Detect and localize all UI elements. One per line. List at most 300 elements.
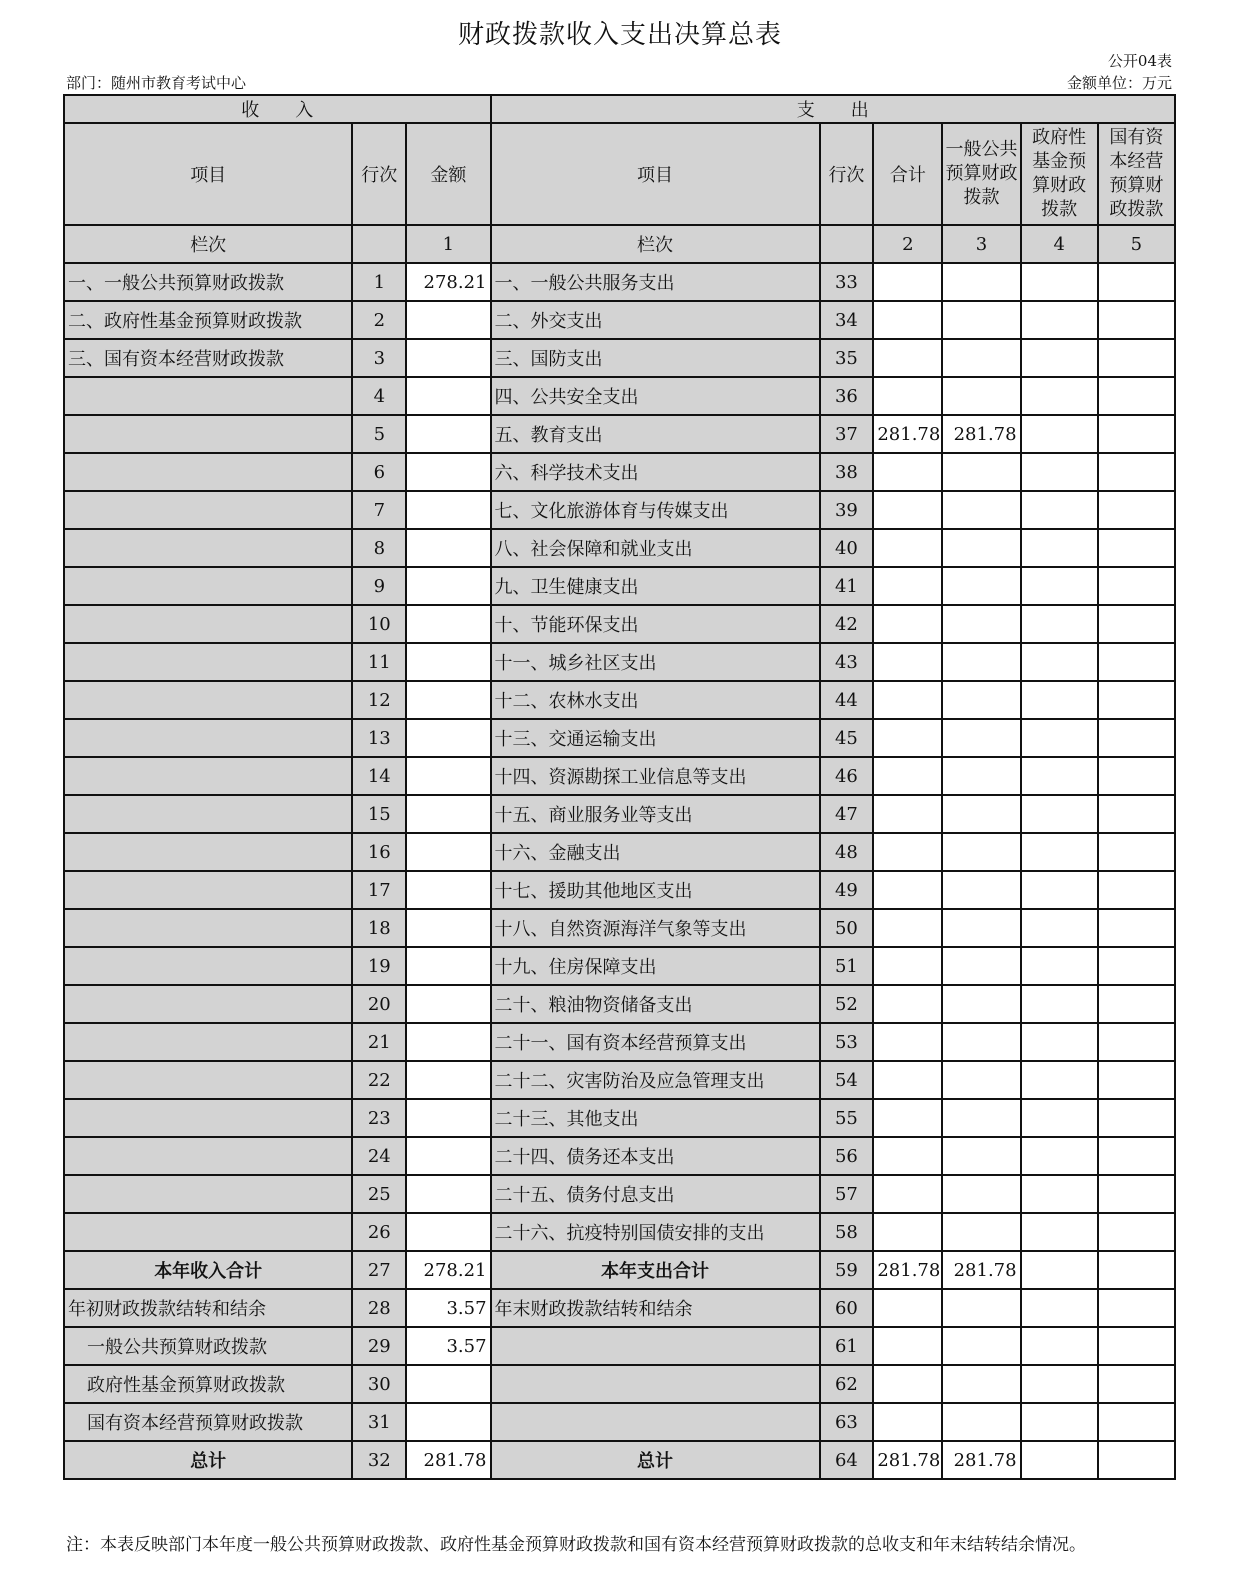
expense-total (873, 301, 942, 339)
soe-capital-amount (1098, 909, 1175, 947)
general-budget-amount (942, 719, 1020, 757)
income-row-no: 23 (352, 1099, 406, 1137)
expense-item: 年末财政拨款结转和结余 (491, 1289, 820, 1327)
expense-total (873, 1365, 942, 1403)
table-row (64, 377, 1175, 415)
gov-fund-amount (1021, 757, 1098, 795)
income-row-no: 2 (352, 301, 406, 339)
gov-fund-header: 政府性基金预算财政拨款 (1021, 123, 1098, 225)
appropriation-table (63, 94, 1176, 1480)
income-amount (406, 1061, 490, 1099)
income-row-no: 8 (352, 529, 406, 567)
income-item: 三、国有资本经营财政拨款 (64, 339, 352, 377)
soe-capital-amount (1098, 1327, 1175, 1365)
expense-total (873, 1403, 942, 1441)
income-row-no: 24 (352, 1137, 406, 1175)
income-row-no: 26 (352, 1213, 406, 1251)
expense-item: 二十、粮油物资储备支出 (491, 985, 820, 1023)
expense-row-no: 42 (820, 605, 874, 643)
gov-fund-amount (1021, 1023, 1098, 1061)
income-item (64, 415, 352, 453)
gov-fund-amount (1021, 1251, 1098, 1289)
income-amount (406, 1175, 490, 1213)
expense-total (873, 1289, 942, 1327)
income-row-no: 1 (352, 263, 406, 301)
income-item (64, 833, 352, 871)
gov-fund-amount (1021, 453, 1098, 491)
table-row (64, 301, 1175, 339)
grand-total-row (64, 1441, 1175, 1479)
expense-item (491, 1365, 820, 1403)
income-item: 国有资本经营预算财政拨款 (64, 1403, 352, 1441)
general-budget-amount (942, 605, 1020, 643)
income-item: 总计 (64, 1441, 352, 1479)
income-row-no: 10 (352, 605, 406, 643)
income-item (64, 757, 352, 795)
general-budget-amount (942, 1365, 1020, 1403)
gov-fund-amount (1021, 795, 1098, 833)
expense-total: 281.78 (873, 1441, 942, 1479)
gov-fund-amount (1021, 1137, 1098, 1175)
general-budget-amount (942, 643, 1020, 681)
lanci-label-right: 栏次 (491, 225, 820, 263)
table-row (64, 263, 1175, 301)
income-item (64, 909, 352, 947)
income-item (64, 795, 352, 833)
table-row (64, 491, 1175, 529)
expense-total (873, 947, 942, 985)
expense-item: 二十二、灾害防治及应急管理支出 (491, 1061, 820, 1099)
soe-capital-amount (1098, 1061, 1175, 1099)
gov-fund-amount (1021, 263, 1098, 301)
income-amount (406, 567, 490, 605)
expense-item: 总计 (491, 1441, 820, 1479)
expense-row-no: 63 (820, 1403, 874, 1441)
general-budget-amount (942, 453, 1020, 491)
gov-fund-amount (1021, 339, 1098, 377)
income-row-no: 13 (352, 719, 406, 757)
expense-total (873, 1061, 942, 1099)
income-row-no: 18 (352, 909, 406, 947)
expense-item: 六、科学技术支出 (491, 453, 820, 491)
soe-capital-amount (1098, 947, 1175, 985)
expense-total (873, 833, 942, 871)
soe-capital-amount (1098, 263, 1175, 301)
general-budget-amount (942, 1403, 1020, 1441)
gov-fund-amount (1021, 529, 1098, 567)
income-item (64, 453, 352, 491)
general-budget-amount (942, 871, 1020, 909)
expense-row-no: 61 (820, 1327, 874, 1365)
expense-row-no: 53 (820, 1023, 874, 1061)
expense-total (873, 567, 942, 605)
table-row (64, 529, 1175, 567)
soe-capital-amount (1098, 529, 1175, 567)
income-row-no: 22 (352, 1061, 406, 1099)
soe-capital-header: 国有资本经营预算财政拨款 (1098, 123, 1175, 225)
income-amount (406, 719, 490, 757)
expense-total: 281.78 (873, 1251, 942, 1289)
income-amount: 278.21 (406, 263, 490, 301)
general-budget-header: 一般公共预算财政拨款 (942, 123, 1020, 225)
income-row-no: 3 (352, 339, 406, 377)
table-row (64, 795, 1175, 833)
income-amount (406, 909, 490, 947)
income-amount (406, 643, 490, 681)
income-row-no: 4 (352, 377, 406, 415)
gov-fund-amount (1021, 567, 1098, 605)
table-row (64, 1023, 1175, 1061)
expense-row-no: 34 (820, 301, 874, 339)
income-item (64, 1137, 352, 1175)
general-budget-amount (942, 339, 1020, 377)
table-row (64, 339, 1175, 377)
report-title: 财政拨款收入支出决算总表 (457, 20, 782, 50)
income-amount (406, 947, 490, 985)
soe-capital-amount (1098, 453, 1175, 491)
income-item (64, 985, 352, 1023)
expense-total (873, 339, 942, 377)
income-item: 本年收入合计 (64, 1251, 352, 1289)
expense-row-no: 60 (820, 1289, 874, 1327)
income-row-no: 12 (352, 681, 406, 719)
soe-capital-amount (1098, 339, 1175, 377)
income-amount (406, 529, 490, 567)
income-row-no: 9 (352, 567, 406, 605)
expense-total (873, 263, 942, 301)
soe-capital-amount (1098, 643, 1175, 681)
income-item-header: 项目 (64, 123, 352, 225)
expense-total (873, 491, 942, 529)
income-amount (406, 415, 490, 453)
income-amount: 281.78 (406, 1441, 490, 1479)
soe-capital-amount (1098, 491, 1175, 529)
table-row (64, 643, 1175, 681)
soe-capital-amount (1098, 1251, 1175, 1289)
soe-capital-amount (1098, 833, 1175, 871)
lanci-5: 5 (1098, 225, 1175, 263)
expense-item: 十九、住房保障支出 (491, 947, 820, 985)
expense-row-no: 62 (820, 1365, 874, 1403)
lanci-2: 2 (873, 225, 942, 263)
income-row-no: 7 (352, 491, 406, 529)
expense-total (873, 1137, 942, 1175)
gov-fund-amount (1021, 1327, 1098, 1365)
expense-section-header: 支 出 (491, 95, 1175, 123)
income-row-no: 28 (352, 1289, 406, 1327)
expense-row-no: 64 (820, 1441, 874, 1479)
expense-item: 二、外交支出 (491, 301, 820, 339)
gov-fund-amount (1021, 1365, 1098, 1403)
gov-fund-amount (1021, 1289, 1098, 1327)
soe-capital-amount (1098, 985, 1175, 1023)
general-budget-amount (942, 909, 1020, 947)
gov-fund-amount (1021, 301, 1098, 339)
income-item (64, 871, 352, 909)
income-item (64, 643, 352, 681)
soe-capital-amount (1098, 377, 1175, 415)
gov-fund-amount (1021, 1213, 1098, 1251)
expense-total (873, 795, 942, 833)
income-item: 二、政府性基金预算财政拨款 (64, 301, 352, 339)
expense-total (873, 605, 942, 643)
expense-row-no: 48 (820, 833, 874, 871)
expense-item: 十五、商业服务业等支出 (491, 795, 820, 833)
expense-row-no: 59 (820, 1251, 874, 1289)
income-amount (406, 453, 490, 491)
expense-item: 八、社会保障和就业支出 (491, 529, 820, 567)
expense-item: 七、文化旅游体育与传媒支出 (491, 491, 820, 529)
gov-fund-amount (1021, 1061, 1098, 1099)
income-item (64, 1213, 352, 1251)
soe-capital-amount (1098, 1213, 1175, 1251)
expense-row-no: 54 (820, 1061, 874, 1099)
department-label: 部门：随州市教育考试中心 (66, 74, 247, 92)
expense-row-no: 46 (820, 757, 874, 795)
general-budget-amount (942, 795, 1020, 833)
income-item (64, 1061, 352, 1099)
general-budget-amount (942, 1099, 1020, 1137)
income-amount (406, 871, 490, 909)
gov-fund-amount (1021, 909, 1098, 947)
expense-total (873, 985, 942, 1023)
general-budget-amount: 281.78 (942, 415, 1020, 453)
expense-total (873, 643, 942, 681)
income-row-no: 30 (352, 1365, 406, 1403)
lanci-blank (352, 225, 406, 263)
gov-fund-amount (1021, 833, 1098, 871)
general-budget-amount (942, 1289, 1020, 1327)
form-number: 公开04表 (1107, 52, 1172, 70)
soe-capital-amount (1098, 605, 1175, 643)
expense-item: 二十三、其他支出 (491, 1099, 820, 1137)
income-amount (406, 757, 490, 795)
expense-item: 三、国防支出 (491, 339, 820, 377)
gov-fund-amount (1021, 1175, 1098, 1213)
soe-capital-amount (1098, 1175, 1175, 1213)
table-row (64, 909, 1175, 947)
expense-row-no: 35 (820, 339, 874, 377)
soe-capital-amount (1098, 1137, 1175, 1175)
income-amount (406, 681, 490, 719)
income-amount (406, 1023, 490, 1061)
income-row-no: 32 (352, 1441, 406, 1479)
gov-fund-amount (1021, 491, 1098, 529)
income-item (64, 491, 352, 529)
gov-fund-amount (1021, 947, 1098, 985)
income-row-no: 5 (352, 415, 406, 453)
expense-total: 281.78 (873, 415, 942, 453)
income-item (64, 1023, 352, 1061)
lanci-label-left: 栏次 (64, 225, 352, 263)
income-row-no: 14 (352, 757, 406, 795)
gov-fund-amount (1021, 377, 1098, 415)
general-budget-amount (942, 1213, 1020, 1251)
expense-item: 十八、自然资源海洋气象等支出 (491, 909, 820, 947)
income-row-no: 16 (352, 833, 406, 871)
carryover-row (64, 1365, 1175, 1403)
income-section-header: 收 入 (64, 95, 491, 123)
general-budget-amount (942, 757, 1020, 795)
income-amount (406, 1137, 490, 1175)
soe-capital-amount (1098, 757, 1175, 795)
soe-capital-amount (1098, 795, 1175, 833)
income-row-no: 21 (352, 1023, 406, 1061)
expense-row-no: 50 (820, 909, 874, 947)
income-item: 一般公共预算财政拨款 (64, 1327, 352, 1365)
expense-item: 一、一般公共服务支出 (491, 263, 820, 301)
general-budget-amount (942, 1061, 1020, 1099)
income-amount: 3.57 (406, 1289, 490, 1327)
general-budget-amount (942, 985, 1020, 1023)
lanci-4: 4 (1021, 225, 1098, 263)
table-row (64, 453, 1175, 491)
expense-row-no: 40 (820, 529, 874, 567)
expense-item-header: 项目 (491, 123, 820, 225)
table-row (64, 567, 1175, 605)
income-item: 年初财政拨款结转和结余 (64, 1289, 352, 1327)
carryover-row (64, 1289, 1175, 1327)
income-item (64, 1099, 352, 1137)
expense-item: 十二、农林水支出 (491, 681, 820, 719)
income-row-no: 31 (352, 1403, 406, 1441)
expense-total (873, 453, 942, 491)
table-row (64, 985, 1175, 1023)
income-amount (406, 1365, 490, 1403)
lanci-1: 1 (406, 225, 490, 263)
gov-fund-amount (1021, 681, 1098, 719)
income-item (64, 529, 352, 567)
income-amount: 3.57 (406, 1327, 490, 1365)
soe-capital-amount (1098, 1023, 1175, 1061)
year-total-row (64, 1251, 1175, 1289)
general-budget-amount: 281.78 (942, 1441, 1020, 1479)
expense-total (873, 529, 942, 567)
income-amount (406, 491, 490, 529)
general-budget-amount (942, 1327, 1020, 1365)
carryover-row (64, 1327, 1175, 1365)
expense-item: 十一、城乡社区支出 (491, 643, 820, 681)
expense-row-no: 44 (820, 681, 874, 719)
expense-item: 十三、交通运输支出 (491, 719, 820, 757)
expense-total-header: 合计 (873, 123, 942, 225)
expense-total (873, 681, 942, 719)
income-amount (406, 339, 490, 377)
expense-row-no: 45 (820, 719, 874, 757)
table-row (64, 1213, 1175, 1251)
gov-fund-amount (1021, 719, 1098, 757)
general-budget-amount (942, 301, 1020, 339)
gov-fund-amount (1021, 415, 1098, 453)
general-budget-amount (942, 1175, 1020, 1213)
soe-capital-amount (1098, 1099, 1175, 1137)
expense-item: 二十五、债务付息支出 (491, 1175, 820, 1213)
income-row-no: 15 (352, 795, 406, 833)
income-row-no: 27 (352, 1251, 406, 1289)
expense-item: 十六、金融支出 (491, 833, 820, 871)
income-amount (406, 1213, 490, 1251)
expense-row-no: 49 (820, 871, 874, 909)
expense-row-no: 56 (820, 1137, 874, 1175)
gov-fund-amount (1021, 1441, 1098, 1479)
soe-capital-amount (1098, 567, 1175, 605)
general-budget-amount (942, 681, 1020, 719)
gov-fund-amount (1021, 871, 1098, 909)
general-budget-amount (942, 263, 1020, 301)
soe-capital-amount (1098, 301, 1175, 339)
expense-total (873, 1023, 942, 1061)
carryover-row (64, 1403, 1175, 1441)
gov-fund-amount (1021, 1403, 1098, 1441)
income-amount-header: 金额 (406, 123, 490, 225)
table-row (64, 871, 1175, 909)
expense-row-no: 52 (820, 985, 874, 1023)
amount-unit-label: 金额单位：万元 (1066, 74, 1172, 92)
income-row-no: 6 (352, 453, 406, 491)
general-budget-amount (942, 491, 1020, 529)
expense-total (873, 1327, 942, 1365)
expense-total (873, 871, 942, 909)
expense-item: 二十四、债务还本支出 (491, 1137, 820, 1175)
table-row (64, 1175, 1175, 1213)
income-item (64, 605, 352, 643)
income-item: 政府性基金预算财政拨款 (64, 1365, 352, 1403)
expense-total (873, 1099, 942, 1137)
table-row (64, 833, 1175, 871)
soe-capital-amount (1098, 1441, 1175, 1479)
expense-item: 十、节能环保支出 (491, 605, 820, 643)
soe-capital-amount (1098, 1365, 1175, 1403)
gov-fund-amount (1021, 605, 1098, 643)
general-budget-amount: 281.78 (942, 1251, 1020, 1289)
income-row-no: 19 (352, 947, 406, 985)
soe-capital-amount (1098, 719, 1175, 757)
soe-capital-amount (1098, 681, 1175, 719)
income-item (64, 947, 352, 985)
general-budget-amount (942, 377, 1020, 415)
gov-fund-amount (1021, 985, 1098, 1023)
expense-item: 四、公共安全支出 (491, 377, 820, 415)
expense-total (873, 1213, 942, 1251)
income-item (64, 1175, 352, 1213)
expense-row-no: 37 (820, 415, 874, 453)
lanci-3: 3 (942, 225, 1020, 263)
income-amount (406, 605, 490, 643)
income-amount (406, 377, 490, 415)
expense-row-no: 57 (820, 1175, 874, 1213)
table-row (64, 1137, 1175, 1175)
expense-row-no: 51 (820, 947, 874, 985)
general-budget-amount (942, 1137, 1020, 1175)
expense-row-no: 47 (820, 795, 874, 833)
table-row (64, 757, 1175, 795)
income-amount (406, 795, 490, 833)
expense-row-no: 39 (820, 491, 874, 529)
income-row-no: 17 (352, 871, 406, 909)
income-row-no: 11 (352, 643, 406, 681)
soe-capital-amount (1098, 415, 1175, 453)
general-budget-amount (942, 567, 1020, 605)
expense-row-no: 55 (820, 1099, 874, 1137)
expense-item: 十四、资源勘探工业信息等支出 (491, 757, 820, 795)
expense-item: 二十六、抗疫特别国债安排的支出 (491, 1213, 820, 1251)
soe-capital-amount (1098, 1289, 1175, 1327)
expense-row-no: 38 (820, 453, 874, 491)
expense-row-no: 43 (820, 643, 874, 681)
gov-fund-amount (1021, 643, 1098, 681)
expense-row-no: 58 (820, 1213, 874, 1251)
expense-item (491, 1327, 820, 1365)
